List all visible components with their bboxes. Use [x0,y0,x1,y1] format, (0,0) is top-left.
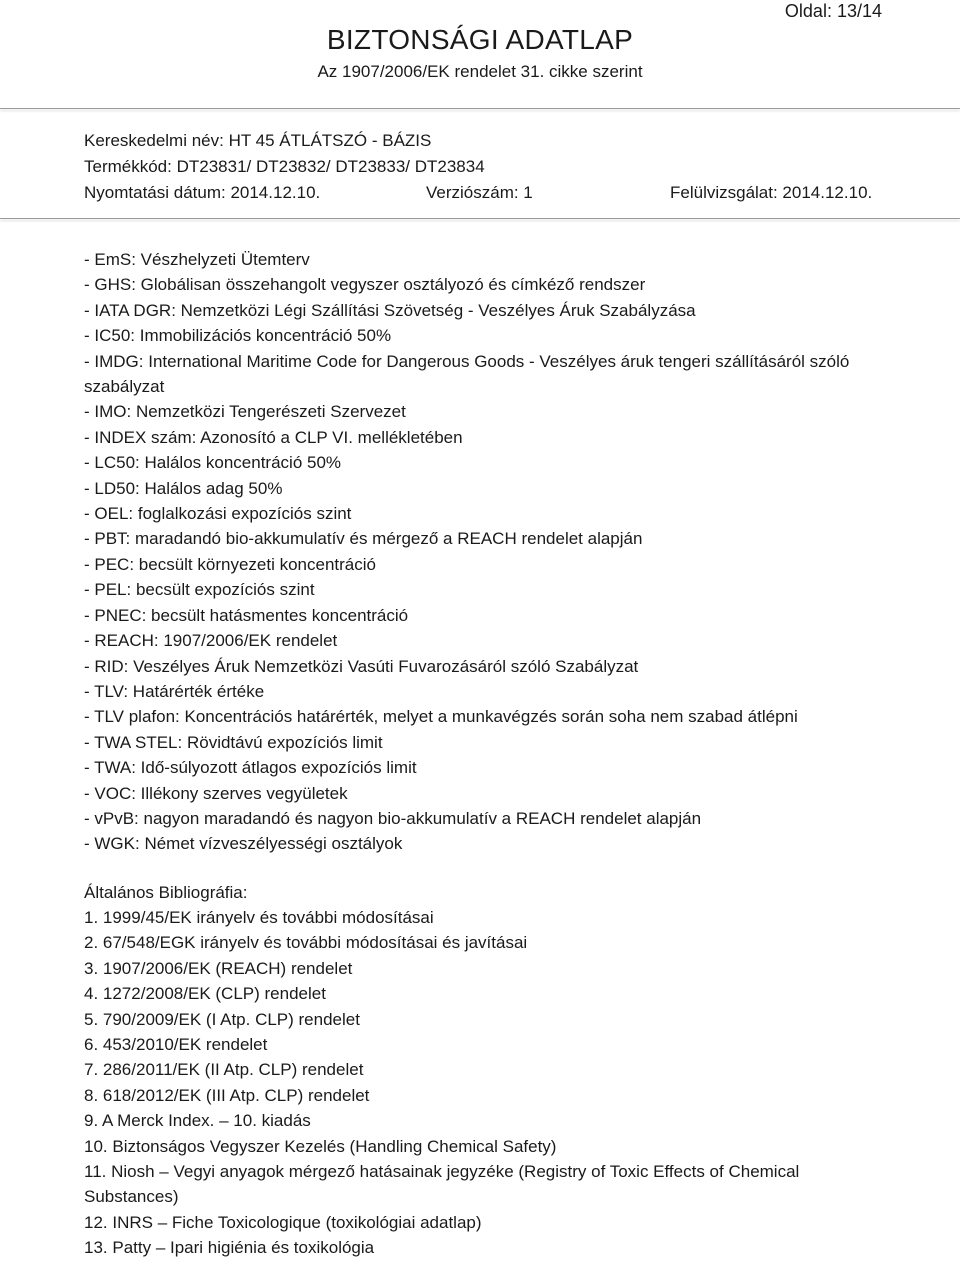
abbreviation-item: - TLV plafon: Koncentrációs határérték, melyet a munkavégzés során soha nem szabad átlépni [84,707,798,727]
dates-row [84,180,873,206]
abbreviation-item: - IC50: Immobilizációs koncentráció 50% [84,326,392,346]
abbreviation-item: - EmS: Vészhelyzeti Ütemterv [84,250,310,269]
page-number: Oldal: 13/14 [784,1,882,21]
abbreviation-item: - IATA DGR: Nemzetközi Légi Szállítási Szövetség - Veszélyes Áruk Szabályzása [84,300,696,320]
bibliography-item: 10. Biztonságos Vegyszer Kezelés (Handling Chemical Safety) [84,1136,557,1156]
revision-date: Felülvizsgálat: 2014.12.10. [670,183,873,202]
trade-name: Kereskedelmi név: HT 45 ÁTLÁTSZÓ - BÁZIS [84,131,432,150]
bibliography-item: 1. 1999/45/EK irányelv és további módosításai [84,908,434,927]
abbreviation-item: - RID: Veszélyes Áruk Nemzetközi Vasúti Fuvarozásáról szóló Szabályzat [84,656,639,676]
bibliography-list [84,905,824,1261]
bibliography-item: 2. 67/548/EGK irányelv és további módosításai és javításai [84,933,528,953]
header-divider-top [0,108,960,109]
bibliography-item: 7. 286/2011/EK (II Atp. CLP) rendelet [84,1060,364,1080]
bibliography-item: 5. 790/2009/EK (I Atp. CLP) rendelet [84,1009,360,1029]
print-date: Nyomtatási dátum: 2014.12.10. [84,183,321,202]
bibliography-item: 9. A Merck Index. – 10. kiadás [84,1111,311,1131]
abbreviation-item: - LC50: Halálos koncentráció 50% [84,453,342,473]
abbreviation-item: - TWA: Idő-súlyozott átlagos expozíciós limit [84,758,417,778]
bibliography-item: 6. 453/2010/EK rendelet [84,1035,268,1055]
abbreviation-item: - INDEX szám: Azonosító a CLP VI. mellékletében [84,427,463,447]
abbreviation-list [84,247,884,857]
abbreviation-item: - OEL: foglalkozási expozíciós szint [84,504,352,524]
bibliography-item: 11. Niosh – Vegyi anyagok mérgező hatásainak jegyzéke (Registry of Toxic Effects of Chemical Substances) [84,1162,800,1207]
version-number: Verziószám: 1 [426,183,533,202]
abbreviation-item: - IMDG: International Maritime Code for Dangerous Goods - Veszélyes áruk tengeri szállításáról szóló szabályzat [84,351,850,397]
bibliography-item: 13. Patty – Ipari higiénia és toxikológia [84,1238,375,1258]
abbreviation-item: - GHS: Globálisan összehangolt vegyszer osztályozó és címkéző rendszer [84,275,646,295]
abbreviation-item: - IMO: Nemzetközi Tengerészeti Szervezet [84,402,406,422]
bibliography-item: 12. INRS – Fiche Toxicologique (toxikológiai adatlap) [84,1212,482,1232]
abbreviation-item: - VOC: Illékony szerves vegyületek [84,783,348,803]
document-title: BIZTONSÁGI ADATLAP [326,24,634,55]
abbreviation-item: - TLV: Határérték értéke [84,681,265,701]
abbreviation-item: - PEL: becsült expozíciós szint [84,580,315,600]
abbreviation-item: - TWA STEL: Rövidtávú expozíciós limit [84,732,383,752]
bibliography-item: 4. 1272/2008/EK (CLP) rendelet [84,984,326,1004]
abbreviation-item: - vPvB: nagyon maradandó és nagyon bio-akkumulatív a REACH rendelet alapján [84,808,702,828]
product-info [84,128,873,206]
abbreviation-item: - PBT: maradandó bio-akkumulatív és mérgező a REACH rendelet alapján [84,529,643,549]
header-divider-bottom [0,218,960,219]
document-subtitle: Az 1907/2006/EK rendelet 31. cikke szerint [317,62,643,81]
abbreviation-item: - REACH: 1907/2006/EK rendelet [84,631,338,651]
bibliography-item: 3. 1907/2006/EK (REACH) rendelet [84,958,353,978]
abbreviation-item: - LD50: Halálos adag 50% [84,478,283,498]
abbreviation-item: - PEC: becsült környezeti koncentráció [84,554,376,574]
abbreviation-item: - PNEC: becsült hatásmentes koncentráció [84,605,409,625]
bibliography-title: Általános Bibliográfia: [84,883,248,902]
abbreviation-item: - WGK: Német vízveszélyességi osztályok [84,834,403,854]
bibliography-item: 8. 618/2012/EK (III Atp. CLP) rendelet [84,1085,370,1105]
product-code: Termékkód: DT23831/ DT23832/ DT23833/ DT23834 [84,157,485,176]
